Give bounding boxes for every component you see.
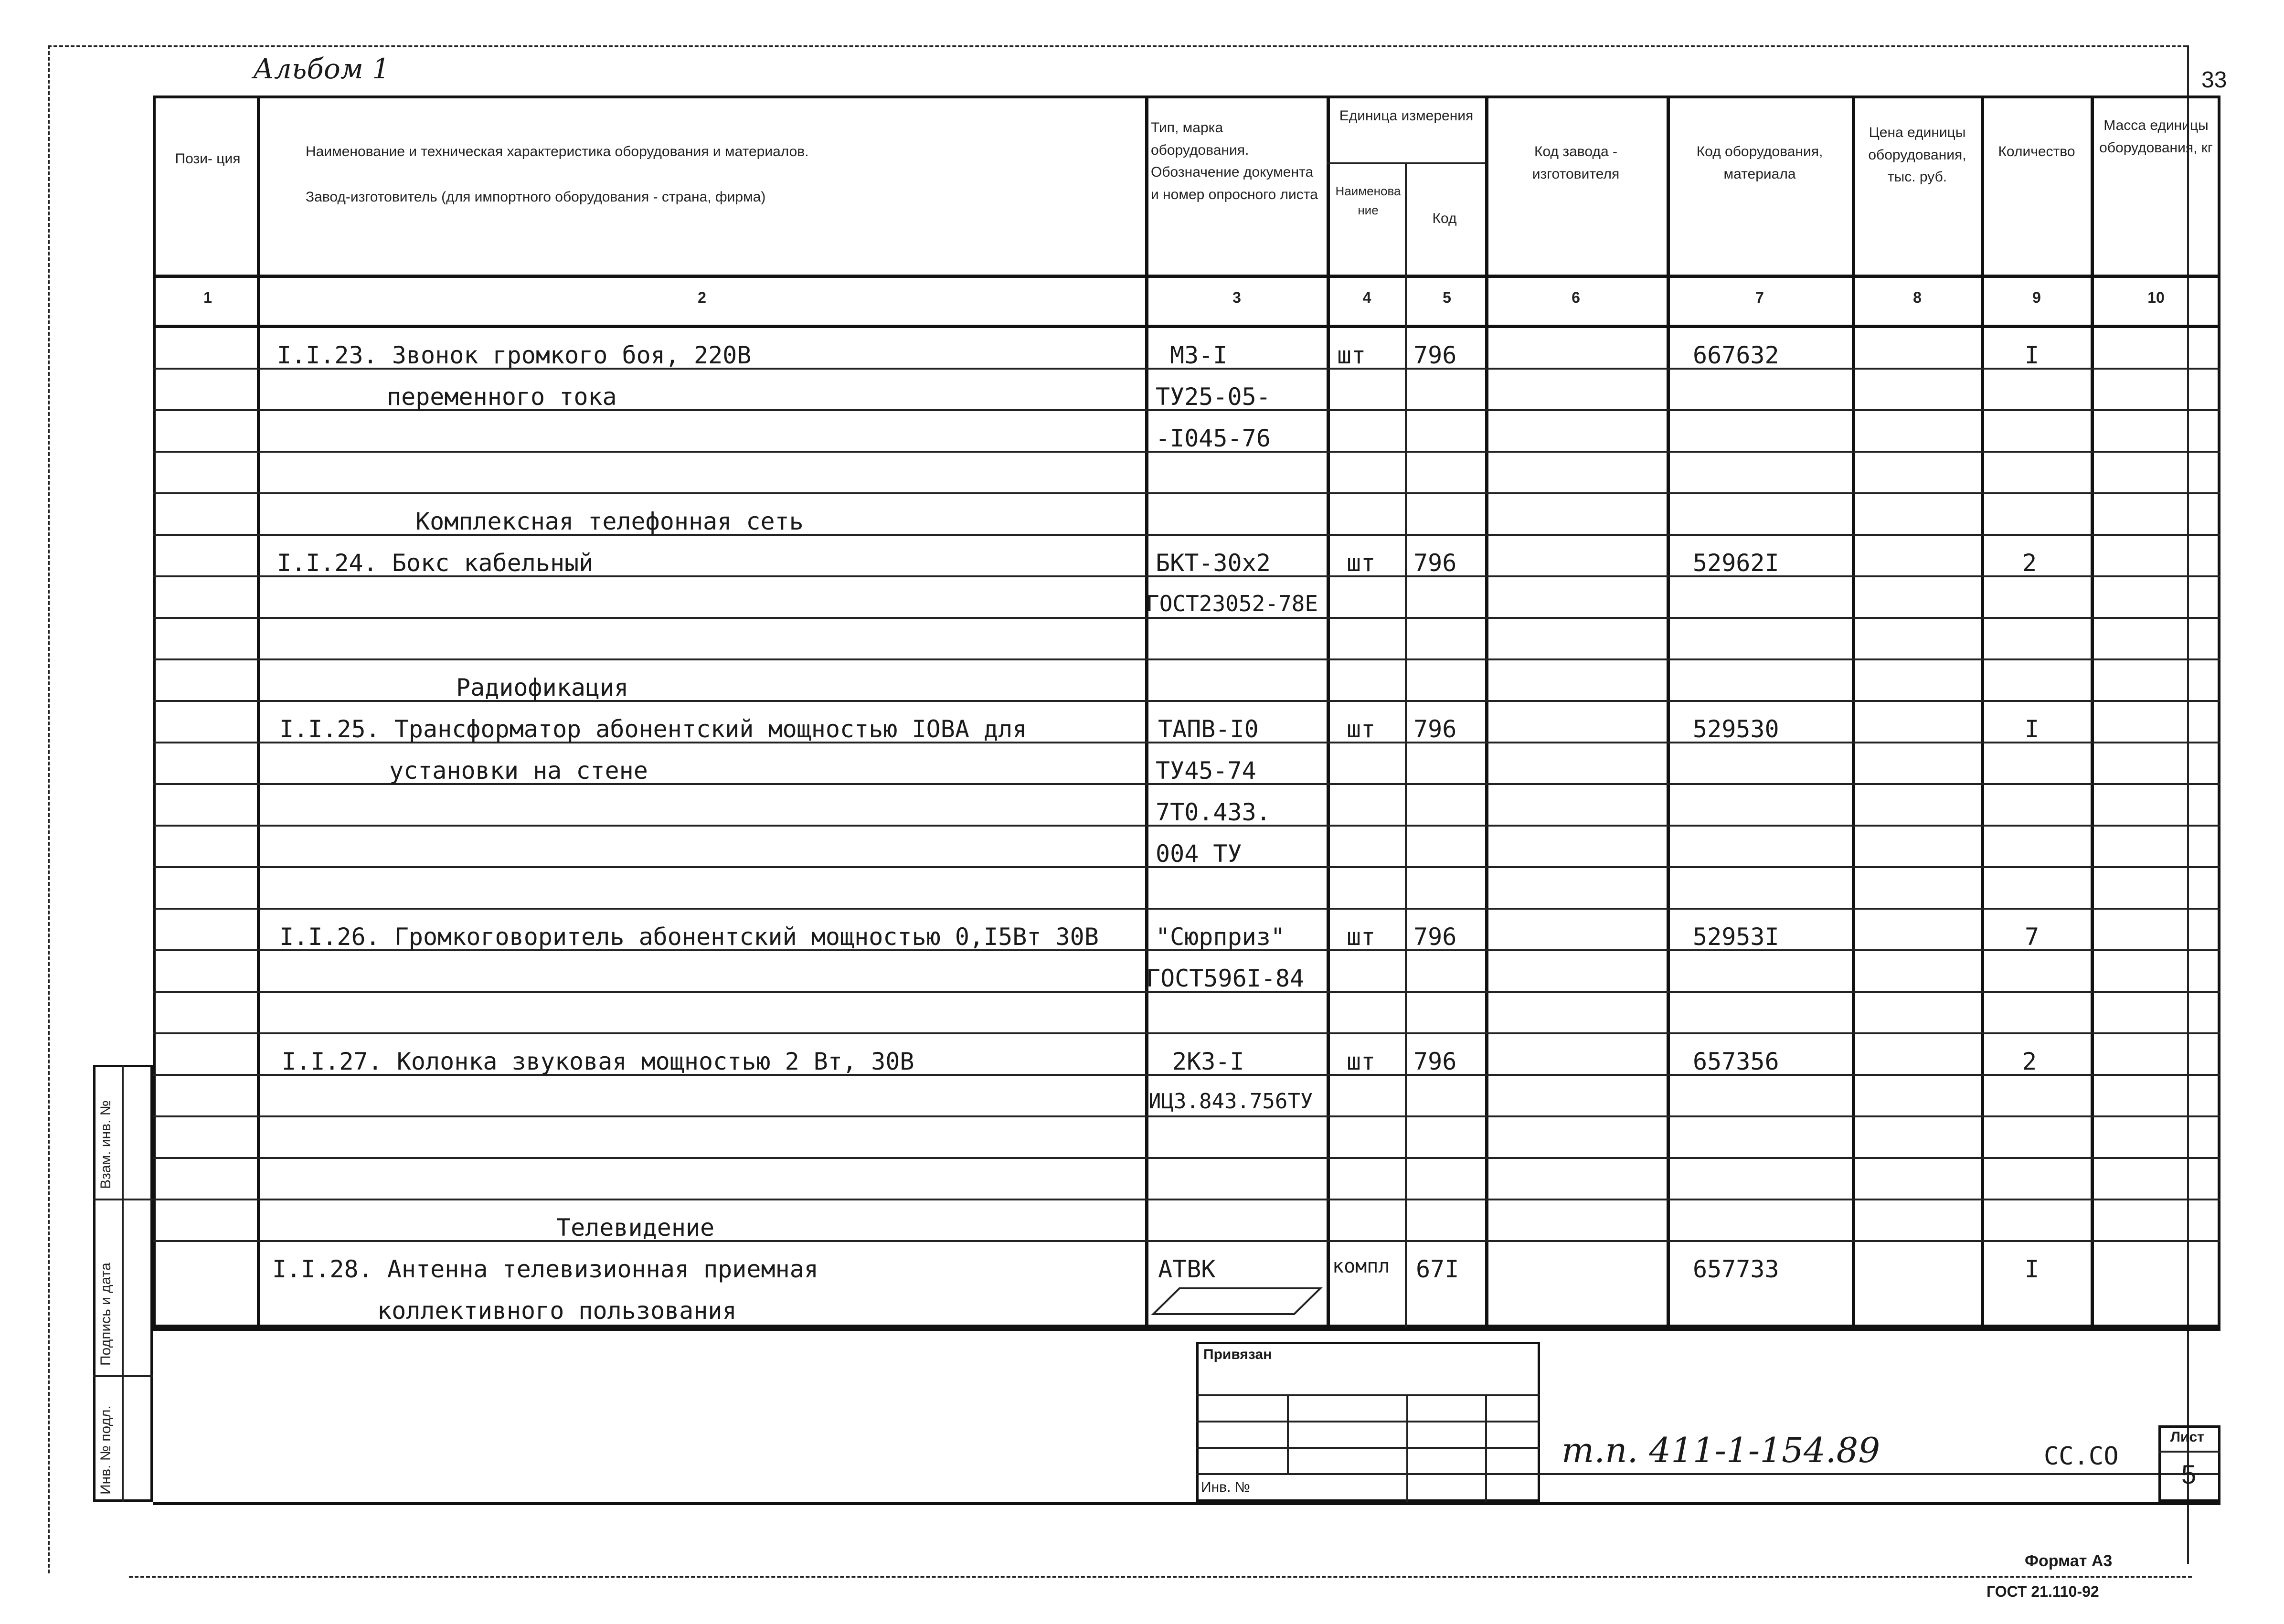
stamp-grid-vline xyxy=(1485,1394,1487,1502)
row-24-name: I.I.24. Бокс кабельный xyxy=(277,549,594,577)
sheet-number: 5 xyxy=(2181,1459,2197,1489)
unit-group-divider xyxy=(1327,162,1485,164)
row-23-type-cont2: -I045-76 xyxy=(1156,425,1271,452)
header-unit-name: Наименование xyxy=(1335,184,1401,218)
doc-number-underline xyxy=(1540,1473,2220,1475)
corner-page-number: 33 xyxy=(2201,67,2227,93)
col-line-7 xyxy=(1852,96,1855,1327)
colnum-1: 1 xyxy=(203,289,212,306)
header-type: Тип, марка оборудования. Обозначение документа и номер опросного листа xyxy=(1151,120,1318,202)
row-27-type-cont: ИЦ3.843.756ТУ xyxy=(1148,1089,1313,1114)
section-radio: Радиофикация xyxy=(456,674,629,701)
row-23-name-cont: переменного тока xyxy=(387,383,617,411)
row-26-type: "Сюрприз" xyxy=(1156,923,1285,951)
row-27-equip-code: 657356 xyxy=(1693,1048,1779,1075)
row-26-qty: 7 xyxy=(2025,923,2040,951)
header-unit-code: Код xyxy=(1432,211,1457,226)
row-24-type-cont: ГОСТ23052-78Е xyxy=(1146,591,1318,616)
row-25-type-cont2: 7Т0.433. xyxy=(1156,798,1271,826)
side-strip-sep xyxy=(93,1375,153,1377)
sheet-left-edge xyxy=(48,45,50,1573)
footer-format: Формат А3 xyxy=(2025,1552,2113,1570)
side-label-vzam: Взам. инв. № xyxy=(98,1100,114,1189)
row-25-name-cont: установки на стене xyxy=(389,757,648,785)
row-23-name: I.I.23. Звонок громкого боя, 220В xyxy=(277,341,752,369)
row-23-unit: шт xyxy=(1337,341,1366,369)
colnum-6: 6 xyxy=(1572,289,1580,306)
footer-gost: ГОСТ 21.110-92 xyxy=(1987,1583,2099,1600)
row-23-type: МЗ-I xyxy=(1170,341,1228,369)
colnum-4: 4 xyxy=(1362,289,1371,306)
row-25-type: ТАПВ-I0 xyxy=(1158,715,1259,743)
stamp-grid-line xyxy=(1196,1447,1540,1449)
side-label-inv-podl: Инв. № подл. xyxy=(98,1405,114,1495)
row-28-name-cont: коллективного пользования xyxy=(377,1297,737,1325)
main-table-frame xyxy=(153,96,2220,1327)
row-24-qty: 2 xyxy=(2022,549,2037,577)
stamp-grid-line xyxy=(1196,1421,1540,1422)
colnum-5: 5 xyxy=(1443,289,1451,306)
row-28-qty: I xyxy=(2025,1255,2040,1283)
row-25-equip-code: 529530 xyxy=(1693,715,1779,743)
row-24-equip-code: 52962I xyxy=(1693,549,1779,577)
row-28-name: I.I.28. Антенна телевизионная приемная xyxy=(272,1255,818,1283)
row-23-type-cont: ТУ25-05- xyxy=(1156,383,1271,411)
col-line-4 xyxy=(1405,162,1407,1327)
col-line-8 xyxy=(1981,96,1984,1327)
colnum-2: 2 xyxy=(698,289,706,306)
row-26-type-cont: ГОСТ596I-84 xyxy=(1146,965,1305,992)
inv-no-label: Инв. № xyxy=(1201,1479,1250,1495)
header-name-line2: Завод-изготовитель (для импортного оборудования - страна, фирма) xyxy=(306,189,766,205)
stamp-grid-vline xyxy=(1406,1394,1408,1502)
privyazan-label: Привязан xyxy=(1203,1347,1272,1362)
colnum-7: 7 xyxy=(1755,289,1764,306)
col-line-3 xyxy=(1327,96,1330,1327)
row-28-type: АТВК xyxy=(1158,1255,1216,1283)
album-label: Альбом 1 xyxy=(253,53,390,85)
row-26-unit: шт xyxy=(1347,923,1376,951)
colnum-9: 9 xyxy=(2032,289,2041,306)
colnum-3: 3 xyxy=(1232,289,1241,306)
row-23-code: 796 xyxy=(1413,341,1457,369)
row-25-name: I.I.25. Трансформатор абонентский мощностью IOBA для xyxy=(279,715,1027,743)
row-25-type-cont: ТУ45-74 xyxy=(1156,757,1256,785)
doc-number: т.п. 411-1-154.89 xyxy=(1562,1430,1880,1470)
row-27-name: I.I.27. Колонка звуковая мощностью 2 Вт, 30В xyxy=(282,1048,914,1075)
row-line xyxy=(153,1115,2220,1117)
row-23-qty: I xyxy=(2025,341,2040,369)
row-24-unit: шт xyxy=(1347,549,1376,577)
header-position: Пози- ция xyxy=(175,151,241,167)
table-body-bottom xyxy=(153,1327,2220,1331)
row-line xyxy=(153,1199,2220,1200)
stamp-grid-vline xyxy=(1287,1394,1289,1473)
colnum-10: 10 xyxy=(2147,289,2165,306)
row-line xyxy=(153,908,2220,910)
sheet-label: Лист xyxy=(2170,1429,2204,1445)
header-quantity: Количество xyxy=(1998,144,2075,159)
row-27-type: 2КЗ-I xyxy=(1172,1048,1244,1075)
row-line xyxy=(153,617,2220,619)
col-line-2 xyxy=(1145,96,1148,1327)
header-name-line1: Наименование и техническая характеристика оборудования и материалов. xyxy=(306,144,809,159)
row-26-equip-code: 52953I xyxy=(1693,923,1779,951)
stamp-code: СС.СО xyxy=(2044,1442,2119,1471)
row-27-unit: шт xyxy=(1347,1048,1376,1075)
row-28-equip-code: 657733 xyxy=(1693,1255,1779,1283)
col-line-5 xyxy=(1485,96,1488,1327)
row-line xyxy=(153,1032,2220,1034)
colnum-bottom-line xyxy=(153,325,2220,328)
row-28-code: 67I xyxy=(1416,1255,1459,1283)
colnum-8: 8 xyxy=(1913,289,1922,306)
side-strip-sep xyxy=(93,1199,153,1200)
side-label-podpis: Подпись и дата xyxy=(98,1263,114,1366)
row-line xyxy=(153,1240,2220,1242)
crossed-out-cell-mark xyxy=(1151,1284,1323,1318)
col-line-9 xyxy=(2091,96,2094,1327)
stamp-grid-line xyxy=(1196,1394,1540,1396)
col-line-6 xyxy=(1667,96,1670,1327)
row-27-qty: 2 xyxy=(2022,1048,2037,1075)
header-equipment-code: Код оборудования, материала xyxy=(1696,144,1823,182)
sheet-top-edge xyxy=(48,45,2187,47)
row-25-type-cont3: 004 ТУ xyxy=(1156,840,1242,868)
row-24-code: 796 xyxy=(1413,549,1457,577)
stamp-bottom-line xyxy=(153,1502,2220,1505)
row-line xyxy=(153,658,2220,660)
section-television: Телевидение xyxy=(556,1214,715,1242)
stamp-grid-line xyxy=(1196,1473,1540,1475)
row-27-code: 796 xyxy=(1413,1048,1457,1075)
row-25-unit: шт xyxy=(1347,715,1376,743)
col-line-1 xyxy=(257,96,260,1327)
row-line xyxy=(153,1157,2220,1159)
row-23-equip-code: 667632 xyxy=(1693,341,1779,369)
row-25-qty: I xyxy=(2025,715,2040,743)
header-price: Цена единицы оборудования, тыс. руб. xyxy=(1868,125,1966,185)
row-26-name: I.I.26. Громкоговоритель абонентский мощностью 0,I5Вт 30В xyxy=(279,923,1099,951)
header-unit-group: Единица измерения xyxy=(1339,108,1474,124)
sheet-bottom-edge xyxy=(129,1576,2192,1578)
header-mass: Масса единицы оборудования, кг xyxy=(2099,117,2213,156)
row-26-code: 796 xyxy=(1413,923,1457,951)
row-line xyxy=(153,492,2220,494)
row-25-code: 796 xyxy=(1413,715,1457,743)
row-28-unit: компл xyxy=(1332,1255,1390,1277)
side-strip-divider xyxy=(122,1065,124,1502)
header-bottom-line xyxy=(153,275,2220,278)
sheet-box-divider xyxy=(2158,1451,2220,1453)
header-factory-code: Код завода - изготовителя xyxy=(1532,144,1620,182)
row-24-type: БКТ-30х2 xyxy=(1156,549,1271,577)
section-telephone: Комплексная телефонная сеть xyxy=(415,508,804,535)
